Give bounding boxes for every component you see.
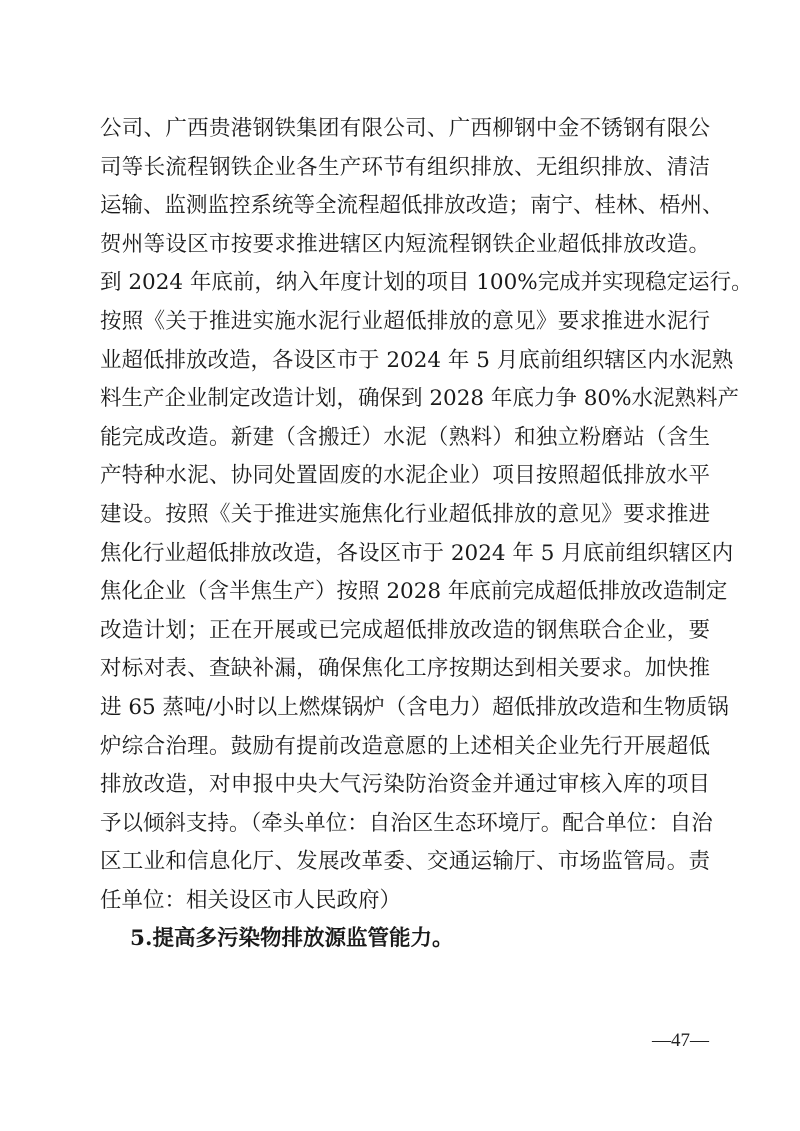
document-body <box>100 110 753 959</box>
section-heading: 5.提高多污染物排放源监管能力。 <box>130 926 454 952</box>
text-line: 运输、监测监控系统等全流程超低排放改造；南宁、桂林、梧州、 <box>100 193 724 219</box>
text-line: 区工业和信息化厅、发展改革委、交通运输厅、市场监管局。责 <box>100 849 710 875</box>
text-line: 到 2024 年底前，纳入年度计划的项目 100%完成并实现稳定运行。 <box>100 270 753 296</box>
text-line: 炉综合治理。鼓励有提前改造意愿的上述相关企业先行开展超低 <box>100 733 710 759</box>
text-line: 改造计划；正在开展或已完成超低排放改造的钢焦联合企业，要 <box>100 617 710 643</box>
text-line: 建设。按照《关于推进实施焦化行业超低排放的意见》要求推进 <box>100 501 710 527</box>
text-line: 予以倾斜支持。（牵头单位：自治区生态环境厅。配合单位：自治 <box>100 810 713 836</box>
text-line: 公司、广西贵港钢铁集团有限公司、广西柳钢中金不锈钢有限公 <box>100 116 710 141</box>
text-line: 按照《关于推进实施水泥行业超低排放的意见》要求推进水泥行 <box>100 308 710 334</box>
page-number: —47— <box>652 1030 709 1051</box>
text-line: 焦化行业超低排放改造，各设区市于 2024 年 5 月底前组织辖区内 <box>100 540 734 566</box>
text-line: 业超低排放改造，各设区市于 2024 年 5 月底前组织辖区内水泥熟 <box>100 347 734 373</box>
text-line: 进 65 蒸吨/小时以上燃煤锅炉（含电力）超低排放改造和生物质锅 <box>100 694 729 720</box>
text-line: 对标对表、查缺补漏，确保焦化工序按期达到相关要求。加快推 <box>100 656 710 682</box>
text-line: 产特种水泥、协同处置固废的水泥企业）项目按照超低排放水平 <box>100 463 710 489</box>
text-line: 能完成改造。新建（含搬迁）水泥（熟料）和独立粉磨站（含生 <box>100 424 710 450</box>
text-line: 任单位：相关设区市人民政府） <box>100 887 402 913</box>
text-line: 焦化企业（含半焦生产）按照 2028 年底前完成超低排放改造制定 <box>100 579 728 605</box>
text-line: 料生产企业制定改造计划，确保到 2028 年底力争 80%水泥熟料产 <box>100 386 740 412</box>
text-line: 贺州等设区市按要求推进辖区内短流程钢铁企业超低排放改造。 <box>100 231 710 257</box>
text-line: 排放改造，对申报中央大气污染防治资金并通过审核入库的项目 <box>100 772 710 798</box>
text-line: 司等长流程钢铁企业各生产环节有组织排放、无组织排放、清洁 <box>100 154 710 180</box>
